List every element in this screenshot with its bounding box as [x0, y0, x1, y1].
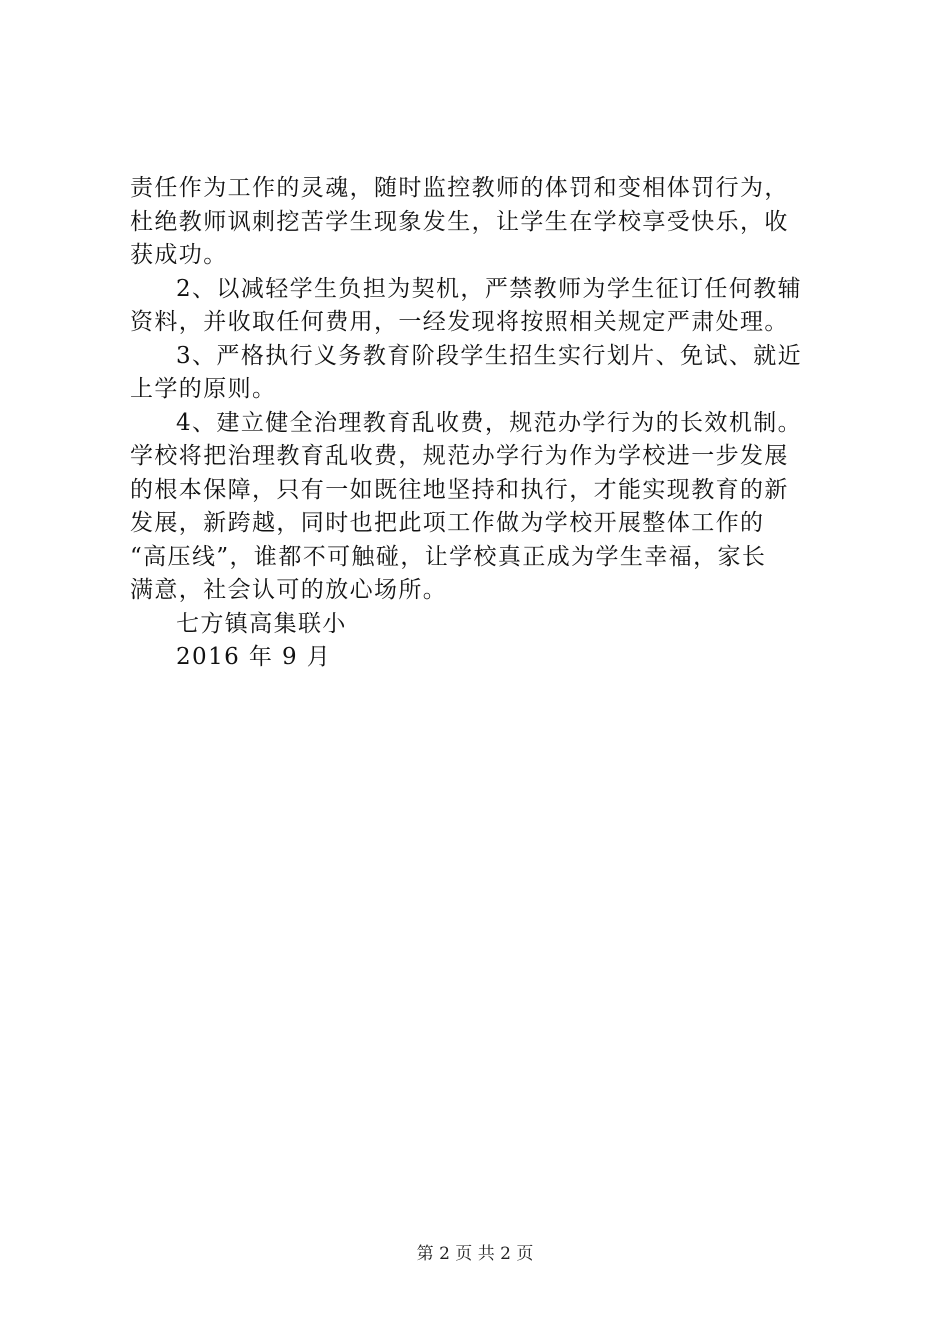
signature-organization: 七方镇高集联小: [176, 610, 347, 637]
paragraph-3-line-2: 上学的原则。: [130, 376, 277, 402]
paragraph-1-line-1: 责任作为工作的灵魂，随时监控教师的体罚和变相体罚行为，: [130, 175, 789, 201]
paragraph-3-line-1: 3、严格执行义务教育阶段学生招生实行划片、免试、就近: [176, 342, 803, 369]
paragraph-4-line-3: 的根本保障，只有一如既往地坚持和执行，才能实现教育的新: [130, 476, 789, 503]
paragraph-4-line-6: 满意，社会认可的放心场所。: [130, 577, 448, 603]
signature-date: 2016 年 9 月: [176, 644, 332, 670]
paragraph-2-line-2: 资料，并收取任何费用，一经发现将按照相关规定严肃处理。: [130, 309, 789, 335]
paragraph-4-line-4: 发展，新跨越，同时也把此项工作做为学校开展整体工作的: [130, 510, 765, 536]
paragraph-1-line-2: 杜绝教师讽刺挖苦学生现象发生，让学生在学校享受快乐，收: [130, 208, 789, 235]
paragraph-1-line-3: 获成功。: [130, 242, 228, 268]
paragraph-4-line-1: 4、建立健全治理教育乱收费，规范办学行为的长效机制。: [176, 409, 803, 436]
paragraph-4-line-5: “高压线”，谁都不可触碰，让学校真正成为学生幸福，家长: [130, 543, 767, 570]
paragraph-4-line-2: 学校将把治理教育乱收费，规范办学行为作为学校进一步发展: [130, 443, 789, 469]
document-body: [130, 172, 830, 675]
page-number-footer: 第 2 页 共 2 页: [416, 1244, 534, 1264]
paragraph-2-line-1: 2、以减轻学生负担为契机，严禁教师为学生征订任何教辅: [176, 275, 803, 302]
